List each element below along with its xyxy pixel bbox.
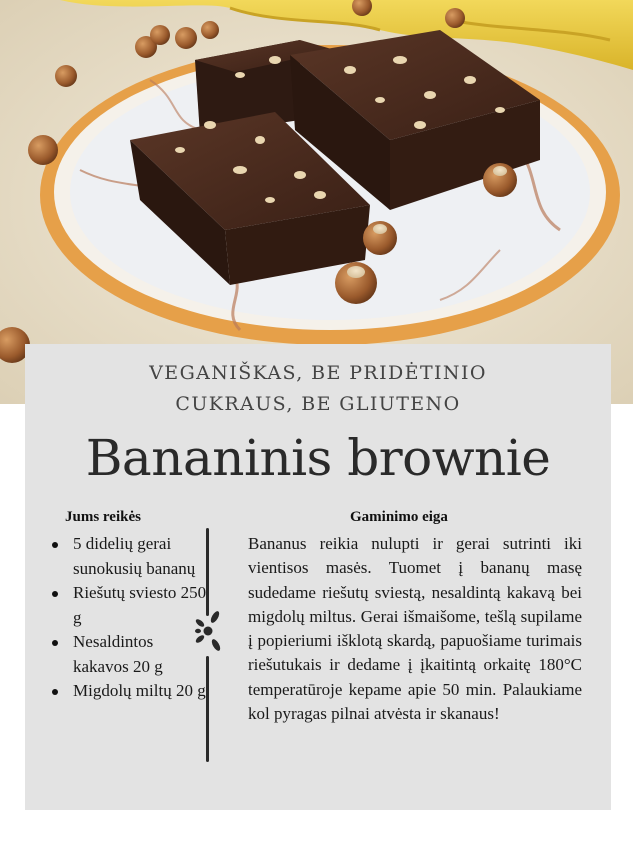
ingredient-item: Nesaldintos kakavos 20 g bbox=[71, 630, 211, 679]
ingredient-item: Riešutų sviesto 250 g bbox=[71, 581, 211, 630]
subtitle-line-2: CUKRAUS, BE GLIUTENO bbox=[175, 393, 461, 415]
divider-line-bottom bbox=[206, 656, 209, 762]
ingredients-list bbox=[71, 532, 211, 704]
ingredient-item: Migdolų miltų 20 g bbox=[71, 679, 211, 704]
flower-divider-icon bbox=[195, 610, 223, 652]
recipe-card bbox=[25, 344, 611, 810]
divider-line-top bbox=[206, 528, 209, 616]
recipe-title: Bananinis brownie bbox=[85, 429, 551, 487]
steps-heading: Gaminimo eiga bbox=[350, 509, 448, 525]
steps-text: Bananus reikia nulupti ir gerai sutrinti iki vientisos masės. Tuomet į bananų masę sudedame riešutų sviestą, nesaldintą kakavą bei migdolų miltus. Gerai išmaišome, tešlą supilame į popieriumi išklotą skardą, papuošiame turimais riešutukais ir dedame į įkaitintą orkaitę 180°C temperatūroje kepame apie 50 min. Palaukiame kol pyragas pilnai atvėsta ir skanaus! bbox=[248, 534, 582, 724]
ingredient-item: 5 didelių gerai sunokusių bananų bbox=[71, 532, 211, 581]
recipe-subtitle bbox=[25, 358, 611, 420]
subtitle-line-1: VEGANIŠKAS, BE PRIDĖTINIO bbox=[149, 362, 487, 384]
ingredients-heading: Jums reikės bbox=[65, 509, 141, 525]
